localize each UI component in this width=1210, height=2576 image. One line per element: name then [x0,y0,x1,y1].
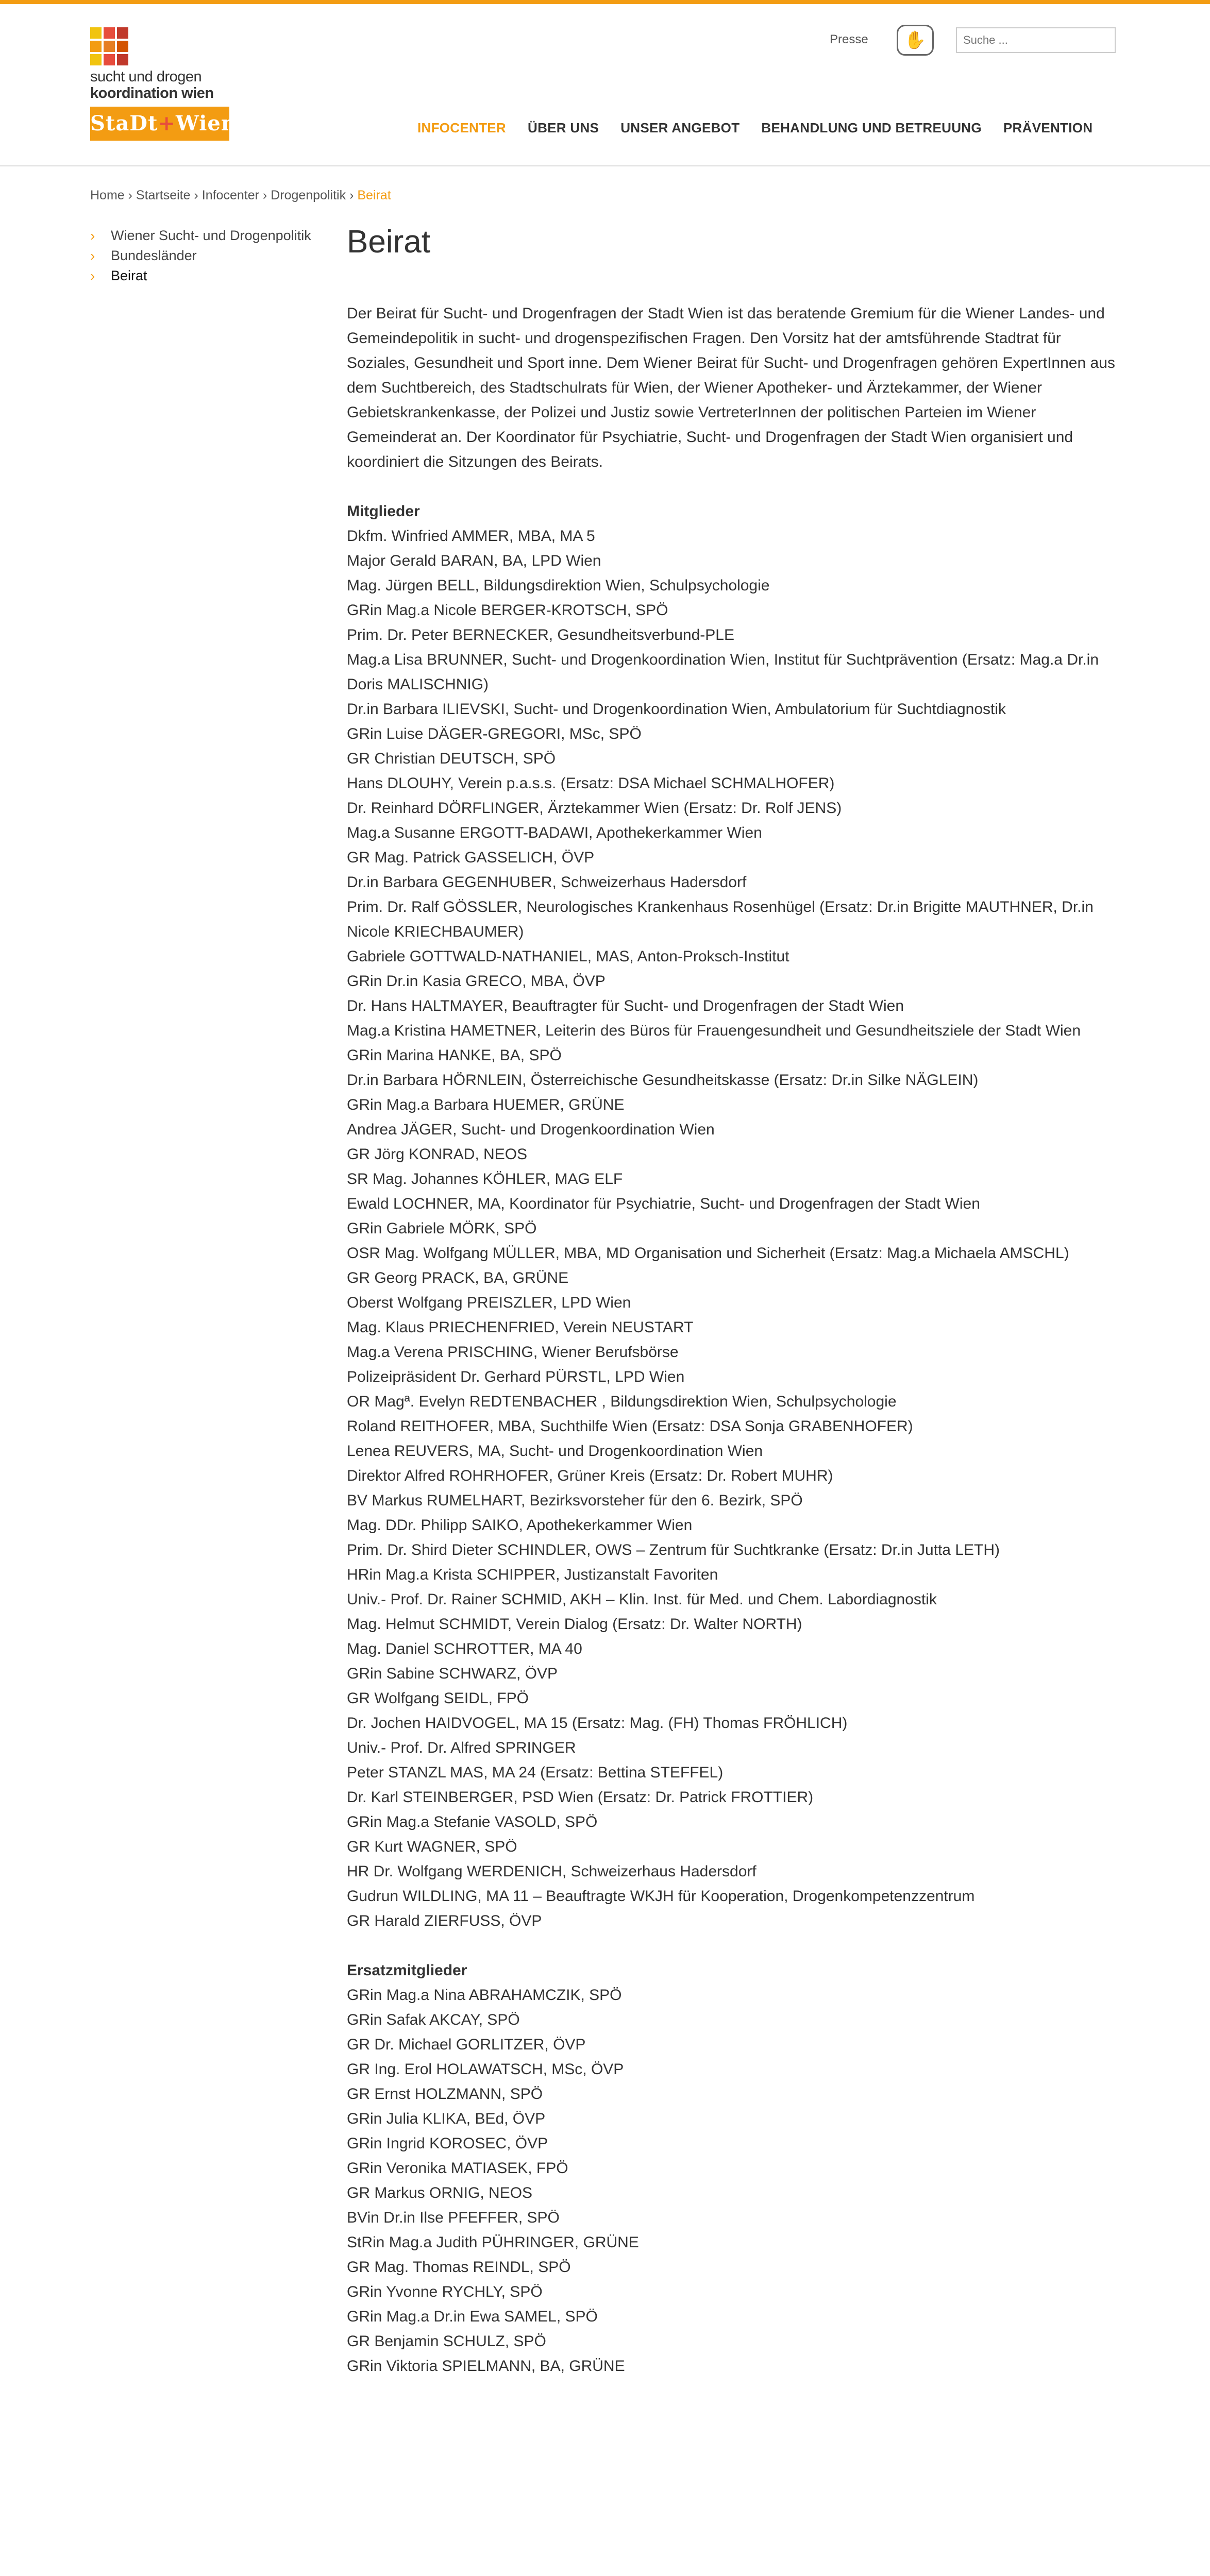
sidebar-item-beirat[interactable] [90,267,317,285]
nav-infocenter[interactable]: INFOCENTER [417,120,506,135]
chevron-right-icon: › [90,268,95,284]
member-item: Roland REITHOFER, MBA, Suchthilfe Wien (Ersatz: DSA Sonja GRABENHOFER) [347,1418,913,1435]
presse-link[interactable]: Presse [830,32,868,46]
top-accent-bar [0,0,1210,4]
member-item: Dr.in Barbara GEGENHUBER, Schweizerhaus Hadersdorf [347,874,747,891]
sidebar-item-wiener-sucht-und-drogenpolitik[interactable] [90,227,317,245]
member-item: Mag. DDr. Philipp SAIKO, Apothekerkammer Wien [347,1517,693,1534]
logo-square [104,54,115,65]
member-item: Dr. Karl STEINBERGER, PSD Wien (Ersatz: Dr. Patrick FROTTIER) [347,1789,814,1806]
member-item: GRin Dr.in Kasia GRECO, MBA, ÖVP [347,973,606,990]
logo-square [104,27,115,39]
substitute-item: GR Mag. Thomas REINDL, SPÖ [347,2259,571,2276]
member-item: Mag. Jürgen BELL, Bildungsdirektion Wien, Schulpsychologie [347,577,770,594]
member-item: Mag.a Verena PRISCHING, Wiener Berufsbörse [347,1344,679,1361]
member-item: Peter STANZL MAS, MA 24 (Ersatz: Bettina STEFFEL) [347,1764,724,1781]
main-content [347,222,1120,2379]
member-item: GRin Mag.a Barbara HUEMER, GRÜNE [347,1096,625,1113]
logo-mark [90,27,234,65]
badge-cross: + [158,111,176,135]
member-item: Mag. Helmut SCHMIDT, Verein Dialog (Ersatz: Dr. Walter NORTH) [347,1616,802,1633]
substitute-item: GR Markus ORNIG, NEOS [347,2184,533,2201]
breadcrumb [90,188,391,203]
member-item: Prim. Dr. Peter BERNECKER, Gesundheitsverbund-PLE [347,626,734,643]
substitute-item: GRin Mag.a Dr.in Ewa SAMEL, SPÖ [347,2308,598,2325]
site-logo[interactable] [90,27,237,141]
member-item: GR Harald ZIERFUSS, ÖVP [347,1912,542,1929]
member-item: Gabriele GOTTWALD-NATHANIEL, MAS, Anton-Proksch-Institut [347,948,789,965]
page-title: Beirat [347,224,430,260]
badge-text-left: StaDt [90,111,158,135]
member-item: Direktor Alfred ROHRHOFER, Grüner Kreis (Ersatz: Dr. Robert MUHR) [347,1467,833,1484]
logo-square [117,27,128,39]
sign-language-icon[interactable]: ✋ [897,25,934,56]
substitute-item: GR Ernst HOLZMANN, SPÖ [347,2086,543,2103]
substitute-item: BVin Dr.in Ilse PFEFFER, SPÖ [347,2209,560,2226]
member-item: GR Jörg KONRAD, NEOS [347,1146,528,1163]
member-item: Prim. Dr. Shird Dieter SCHINDLER, OWS – Zentrum für Suchtkranke (Ersatz: Dr.in Jutta LETH) [347,1541,1000,1558]
member-item: GR Christian DEUTSCH, SPÖ [347,750,556,767]
sidebar-item-label: Wiener Sucht- und Drogenpolitik [111,228,311,243]
chevron-right-icon: › [90,228,95,244]
logo-square [117,41,128,52]
member-item: SR Mag. Johannes KÖHLER, MAG ELF [347,1171,623,1188]
member-item: HRin Mag.a Krista SCHIPPER, Justizanstalt Favoriten [347,1566,718,1583]
breadcrumb-separator: › [128,188,132,202]
substitute-item: GRin Ingrid KOROSEC, ÖVP [347,2135,548,2152]
chevron-right-icon: › [90,248,95,264]
member-item: Univ.- Prof. Dr. Rainer SCHMID, AKH – Klin. Inst. für Med. und Chem. Labordiagnostik [347,1591,937,1608]
member-item: Mag.a Lisa BRUNNER, Sucht- und Drogenkoordination Wien, Institut für Suchtprävention (Ersatz: Mag.a Dr.in Doris MALISCHNIG) [347,651,1099,693]
members-heading: Mitglieder [347,503,420,520]
sidebar-item-bundeslaender[interactable] [90,247,317,265]
badge-text-right: Wien [175,111,237,135]
logo-square [104,41,115,52]
member-item: Andrea JÄGER, Sucht- und Drogenkoordination Wien [347,1121,715,1138]
substitute-item: GR Benjamin SCHULZ, SPÖ [347,2333,546,2350]
member-item: Hans DLOUHY, Verein p.a.s.s. (Ersatz: DSA Michael SCHMALHOFER) [347,775,835,792]
substitute-item: GRin Veronika MATIASEK, FPÖ [347,2160,568,2177]
substitute-item: GRin Julia KLIKA, BEd, ÖVP [347,2110,546,2127]
breadcrumb-infocenter[interactable]: Infocenter [201,188,259,202]
breadcrumb-separator: › [349,188,354,202]
scroll-to-top-button[interactable] [577,2573,634,2576]
member-item: OSR Mag. Wolfgang MÜLLER, MBA, MD Organisation und Sicherheit (Ersatz: Mag.a Michaela AMSCHL) [347,1245,1069,1262]
member-item: Major Gerald BARAN, BA, LPD Wien [347,552,601,569]
member-item: Gudrun WILDLING, MA 11 – Beauftragte WKJH für Kooperation, Drogenkompetenzzentrum [347,1888,975,1905]
member-item: GRin Mag.a Nicole BERGER-KROTSCH, SPÖ [347,602,668,619]
member-item: GR Kurt WAGNER, SPÖ [347,1838,517,1855]
logo-square [90,54,102,65]
member-item: GRin Marina HANKE, BA, SPÖ [347,1047,562,1064]
nav-ueber-uns[interactable]: ÜBER UNS [528,120,599,135]
member-item: Dr. Jochen HAIDVOGEL, MA 15 (Ersatz: Mag. (FH) Thomas FRÖHLICH) [347,1715,848,1732]
breadcrumb-separator: › [262,188,267,202]
member-item: Dr.in Barbara ILIEVSKI, Sucht- und Drogenkoordination Wien, Ambulatorium für Suchtdiagnostik [347,701,1006,718]
member-item: Dr. Reinhard DÖRFLINGER, Ärztekammer Wien (Ersatz: Dr. Rolf JENS) [347,800,842,817]
sidebar-item-label: Beirat [111,268,147,283]
member-item: Mag. Klaus PRIECHENFRIED, Verein NEUSTART [347,1319,694,1336]
substitute-item: GRin Mag.a Nina ABRAHAMCZIK, SPÖ [347,1987,622,2004]
substitute-item: GRin Safak AKCAY, SPÖ [347,2011,520,2028]
member-item: Dkfm. Winfried AMMER, MBA, MA 5 [347,528,595,545]
member-item: GRin Luise DÄGER-GREGORI, MSc, SPÖ [347,725,642,742]
breadcrumb-startseite[interactable]: Startseite [136,188,191,202]
member-item: Mag.a Susanne ERGOTT-BADAWI, Apothekerkammer Wien [347,824,762,841]
sidebar-nav [90,227,317,287]
nav-unser-angebot[interactable]: UNSER ANGEBOT [620,120,740,135]
breadcrumb-separator: › [194,188,198,202]
member-item: Dr. Hans HALTMAYER, Beauftragter für Sucht- und Drogenfragen der Stadt Wien [347,997,904,1014]
search-input[interactable] [956,27,1116,53]
member-item: Dr.in Barbara HÖRNLEIN, Österreichische Gesundheitskasse (Ersatz: Dr.in Silke NÄGLEIN) [347,1072,979,1089]
member-item: GRin Mag.a Stefanie VASOLD, SPÖ [347,1814,598,1831]
member-item: Prim. Dr. Ralf GÖSSLER, Neurologisches Krankenhaus Rosenhügel (Ersatz: Dr.in Brigitte MAUTHNER, Dr.in Nicole KRIECHBAUMER) [347,899,1094,940]
stadt-wien-badge [90,107,237,141]
breadcrumb-home[interactable]: Home [90,188,125,202]
nav-behandlung-und-betreuung[interactable]: BEHANDLUNG UND BETREUUNG [761,120,982,135]
member-item: Mag.a Kristina HAMETNER, Leiterin des Büros für Frauengesundheit und Gesundheitsziele der Stadt Wien [347,1022,1081,1039]
breadcrumb-drogenpolitik[interactable]: Drogenpolitik [271,188,346,202]
member-item: Polizeipräsident Dr. Gerhard PÜRSTL, LPD Wien [347,1368,685,1385]
logo-square [90,41,102,52]
logo-square [117,54,128,65]
site-header [0,4,1210,166]
substitute-item: GR Dr. Michael GORLITZER, ÖVP [347,2036,586,2053]
main-nav [417,120,1114,136]
member-item: GRin Gabriele MÖRK, SPÖ [347,1220,537,1237]
section-spacer [347,1934,1120,1958]
member-item: GR Georg PRACK, BA, GRÜNE [347,1269,569,1286]
nav-praevention[interactable]: PRÄVENTION [1003,120,1093,135]
member-item: GRin Sabine SCHWARZ, ÖVP [347,1665,558,1682]
substitute-item: GRin Viktoria SPIELMANN, BA, GRÜNE [347,2358,625,2375]
intro-paragraph: Der Beirat für Sucht- und Drogenfragen der Stadt Wien ist das beratende Gremium für die Wiener Landes- und Gemeindepolitik in sucht- und drogenspezifischen Fragen. Den Vorsitz hat der amtsführende Stadtrat für Soziales, Gesundheit und Sport inne. Dem Wiener Beirat für Sucht- und Drogenfragen gehören ExpertInnen aus dem Suchtbereich, des Stadtschulrats für Wien, der Wiener Apotheker- und Ärztekammer, der Wiener Gebietskrankenkasse, der Polizei und Justiz sowie VertreterInnen der politischen Parteien im Wiener Gemeinderat an. Der Koordinator für Psychiatrie, Sucht- und Drogenfragen der Stadt Wien organisiert und koordiniert die Sitzungen des Beirats. [347,305,1115,470]
logo-square [90,27,102,39]
member-item: Mag. Daniel SCHROTTER, MA 40 [347,1640,582,1657]
logo-text-line2: koordination wien [90,85,214,101]
member-item: BV Markus RUMELHART, Bezirksvorsteher für den 6. Bezirk, SPÖ [347,1492,803,1509]
member-item: Univ.- Prof. Dr. Alfred SPRINGER [347,1739,576,1756]
substitutes-heading: Ersatzmitglieder [347,1962,467,1979]
substitutes-list [347,1983,1120,2379]
substitute-item: GR Ing. Erol HOLAWATSCH, MSc, ÖVP [347,2061,624,2078]
member-item: Lenea REUVERS, MA, Sucht- und Drogenkoordination Wien [347,1443,763,1460]
member-item: HR Dr. Wolfgang WERDENICH, Schweizerhaus Hadersdorf [347,1863,757,1880]
breadcrumb-current: Beirat [357,188,391,202]
substitute-item: StRin Mag.a Judith PÜHRINGER, GRÜNE [347,2234,639,2251]
logo-text-line1: sucht und drogen [90,69,202,85]
member-item: GR Wolfgang SEIDL, FPÖ [347,1690,529,1707]
member-item: Oberst Wolfgang PREISZLER, LPD Wien [347,1294,631,1311]
member-item: OR Magª. Evelyn REDTENBACHER , Bildungsdirektion Wien, Schulpsychologie [347,1393,897,1410]
substitute-item: GRin Yvonne RYCHLY, SPÖ [347,2283,543,2300]
member-item: GR Mag. Patrick GASSELICH, ÖVP [347,849,595,866]
member-item: Ewald LOCHNER, MA, Koordinator für Psychiatrie, Sucht- und Drogenfragen der Stadt Wien [347,1195,980,1212]
sidebar-item-label: Bundesländer [111,248,197,263]
members-list [347,524,1120,1934]
